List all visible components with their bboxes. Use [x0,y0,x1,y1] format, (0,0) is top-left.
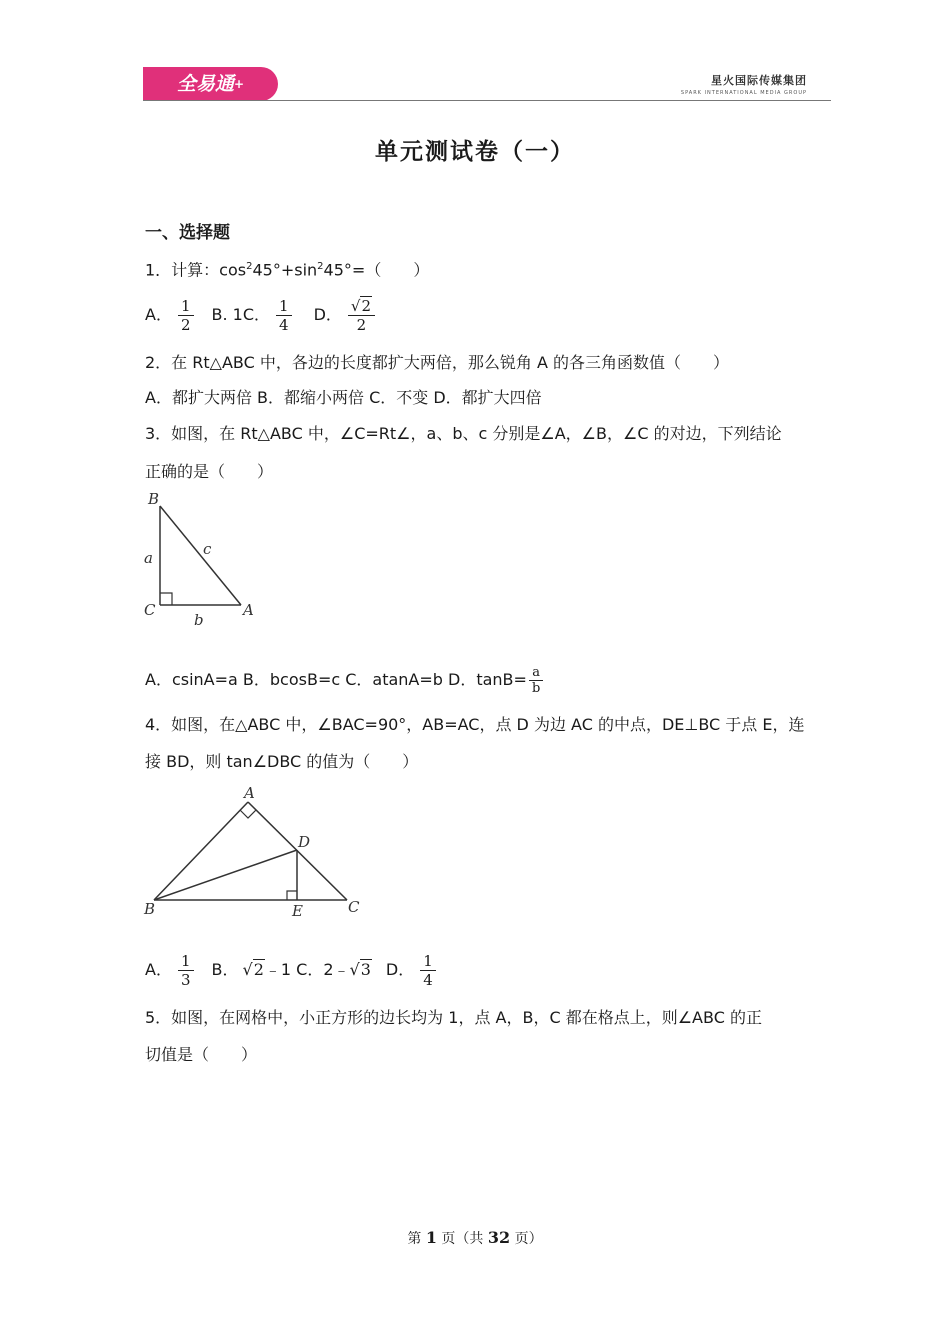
brand-logo [143,67,278,101]
q1-fraction-d [348,298,375,333]
question-2-options: A．都扩大两倍 B．都缩小两倍 C．不变 D．都扩大四倍 [145,388,542,407]
q3-fraction-num: a [529,666,543,681]
fig4-label-D: D [298,833,311,851]
fig3-label-a: a [144,549,153,567]
q1-option-a: A． [145,305,172,324]
fig4-label-E: E [292,902,303,920]
q4-option-b: B． [211,960,239,979]
question-5-line2: 切值是（ ） [145,1045,258,1064]
q3-fraction-den: b [531,680,541,696]
q3-fraction [529,666,543,695]
footer-total-pages: 32 [487,1228,511,1247]
q4-fraction-a [178,953,194,988]
question-1-options [145,293,381,337]
q1-option-b-c: B. 1C． [211,305,271,324]
question-4-line2: 接 BD，则 tan∠DBC 的值为（ ） [145,752,419,771]
question-4-options [145,948,442,992]
question-3-options [145,662,545,698]
q4-option-a: A． [145,960,172,979]
q4-fraction-d [420,953,436,988]
fig3-label-C: C [144,601,156,619]
q1-suffix: 45°=（ ） [323,260,430,280]
q1-fraction-c-num: 1 [276,298,292,316]
q1-fraction-c-den: 4 [279,315,289,334]
footer-pre: 第 [407,1231,426,1247]
q1-fraction-a-den: 2 [180,315,191,334]
page-title: 单元测试卷（一） [375,139,575,165]
q4-sqrt-3-radicand: 3 [360,960,371,979]
q4-option-d: D． [385,960,415,979]
q1-fraction-a [178,298,194,333]
question-3-line2: 正确的是（ ） [145,462,274,481]
q4-sqrt-2-radicand: 2 [253,960,264,979]
q1-fraction-d-den: 2 [356,315,367,334]
figure-isosceles-triangle [140,783,370,923]
q4-fraction-a-den: 3 [180,970,191,989]
publisher-subtitle: SPARK INTERNATIONAL MEDIA GROUP [680,90,807,96]
question-2: 2．在 Rt△ABC 中，各边的长度都扩大两倍，那么锐角 A 的各三角函数值（ ） [145,353,729,372]
q1-fraction-c [276,298,292,333]
fig3-label-B: B [148,490,160,508]
q4-fraction-d-den: 4 [423,970,433,989]
q4-fraction-d-num: 1 [420,953,436,971]
publisher-brand [681,72,807,96]
fig3-label-A: A [243,601,254,619]
q1-option-d: D． [313,305,342,324]
q1-fraction-d-radicand: 2 [361,296,371,315]
logo-text: 全易通 [176,73,234,95]
page-footer [0,1228,950,1248]
fig3-label-b: b [194,611,204,628]
fig4-label-A: A [244,784,255,802]
fig4-label-B: B [144,900,156,918]
q4-sqrt-3: √3 [349,960,371,979]
section-heading: 一、选择题 [145,223,230,243]
q1-mid: 45°+sin [252,260,318,280]
q1-prefix: 1．计算：cos [145,260,247,280]
footer-mid: 页（共 [436,1231,488,1247]
fig3-label-c: c [203,540,212,558]
q1-exp1: 2 [246,261,253,272]
q1-exp2: 2 [317,261,324,272]
logo-star: + [233,77,245,91]
q4-option-b-tail: ﹣1 C．2﹣ [264,960,350,979]
footer-post: 页） [510,1231,543,1247]
q3-options-text: A．csinA=a B．bcosB=c C．atanA=b D．tanB= [145,670,527,689]
question-3-line1: 3．如图，在 Rt△ABC 中，∠C=Rt∠，a、b、c 分别是∠A，∠B，∠C 的对边，下列结论 [145,424,782,443]
question-1 [145,256,429,281]
q4-fraction-a-num: 1 [178,953,194,971]
footer-page-number: 1 [425,1228,437,1247]
question-5-line1: 5．如图，在网格中，小正方形的边长均为 1，点 A，B，C 都在格点上，则∠ABC 的正 [145,1008,762,1027]
q1-fraction-a-num: 1 [178,298,194,316]
q4-sqrt-2: √2 [242,960,264,979]
question-4-line1: 4．如图，在△ABC 中，∠BAC=90°，AB=AC，点 D 为边 AC 的中点，DE⊥BC 于点 E，连 [145,715,805,734]
figure-right-triangle [140,488,270,628]
sqrt-symbol: √2 [350,296,371,315]
header-rule [143,100,831,101]
publisher-name: 星火国际传媒集团 [711,74,807,87]
fig4-label-C: C [348,898,360,916]
